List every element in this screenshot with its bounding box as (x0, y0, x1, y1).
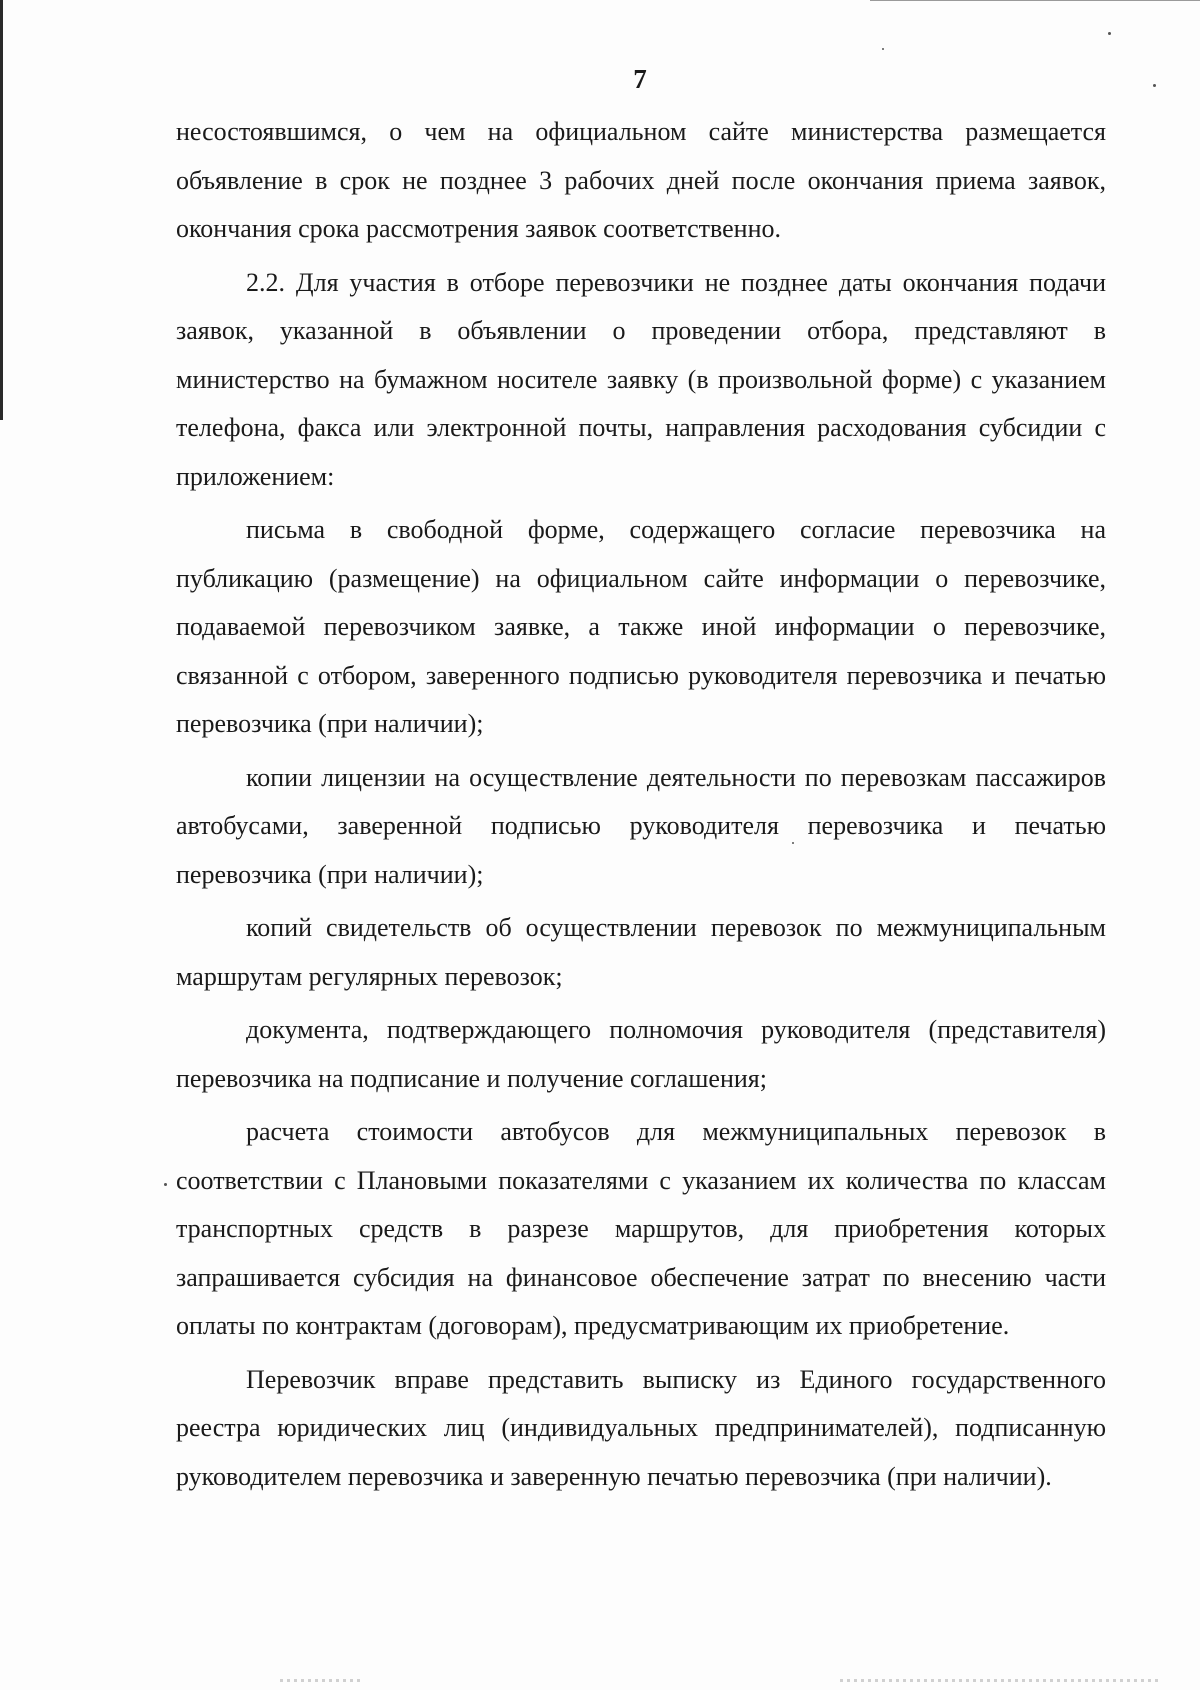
scan-top-edge (870, 0, 1200, 1)
document-body (176, 108, 1106, 1501)
paragraph-continuation: несостоявшимся, о чем на официальном сайте министерства размещается объявление в срок не позднее 3 рабочих дней после окончания приема заявок, окончания срока рассмотрения заявок соответственно. (176, 117, 1106, 243)
list-item-license-copy: копии лицензии на осуществление деятельности по перевозкам пассажиров автобусами, заверенной подписью руководителя перевозчика и печатью перевозчика (при наличии); (176, 762, 1106, 889)
scan-speck (1153, 84, 1156, 87)
list-item-bus-cost-calculation: расчета стоимости автобусов для межмуниципальных перевозок в соответствии с Плановыми показателями с указанием их количества по классам транспортных средств в разрезе маршрутов, для приобретения которых запрашивается субсидия на финансовое обеспечение затрат по внесению части оплаты по контрактам (договорам), предусматривающим их приобретение. (176, 1117, 1106, 1340)
page-number: 7 (633, 64, 647, 94)
scan-speck (882, 48, 884, 50)
scan-noise-bottom (840, 1679, 1160, 1682)
scan-speck (792, 842, 794, 844)
scan-noise-bottom (280, 1679, 360, 1682)
list-item-consent-letter: письма в свободной форме, содержащего согласие перевозчика на публикацию (размещение) на официальном сайте информации о перевозчике, подаваемой перевозчиком заявке, а также иной информации о перевозчике, связанной с отбором, заверенного подписью руководителя перевозчика и печатью перевозчика (при наличии); (176, 515, 1106, 738)
paragraph-registry-extract: Перевозчик вправе представить выписку из Единого государственного реестра юридических лиц (индивидуальных предпринимателей), подписанную руководителем перевозчика и заверенную печатью перевозчика (при наличии). (176, 1364, 1106, 1491)
list-item-certificates-copy: копий свидетельств об осуществлении перевозок по межмуниципальным маршрутам регулярных перевозок; (176, 913, 1106, 991)
scan-speck (1108, 32, 1111, 35)
scan-speck (164, 1183, 167, 1186)
list-item-authority-document: документа, подтверждающего полномочия руководителя (представителя) перевозчика на подписание и получение соглашения; (176, 1015, 1106, 1093)
paragraph-clause-2-2: 2.2. Для участия в отборе перевозчики не позднее даты окончания подачи заявок, указанной в объявлении о проведении отбора, представляют в министерство на бумажном носителе заявку (в произвольной форме) с указанием телефона, факса или электронной почты, направления расходования субсидии с приложением: (176, 267, 1106, 491)
scan-left-edge (0, 0, 3, 420)
